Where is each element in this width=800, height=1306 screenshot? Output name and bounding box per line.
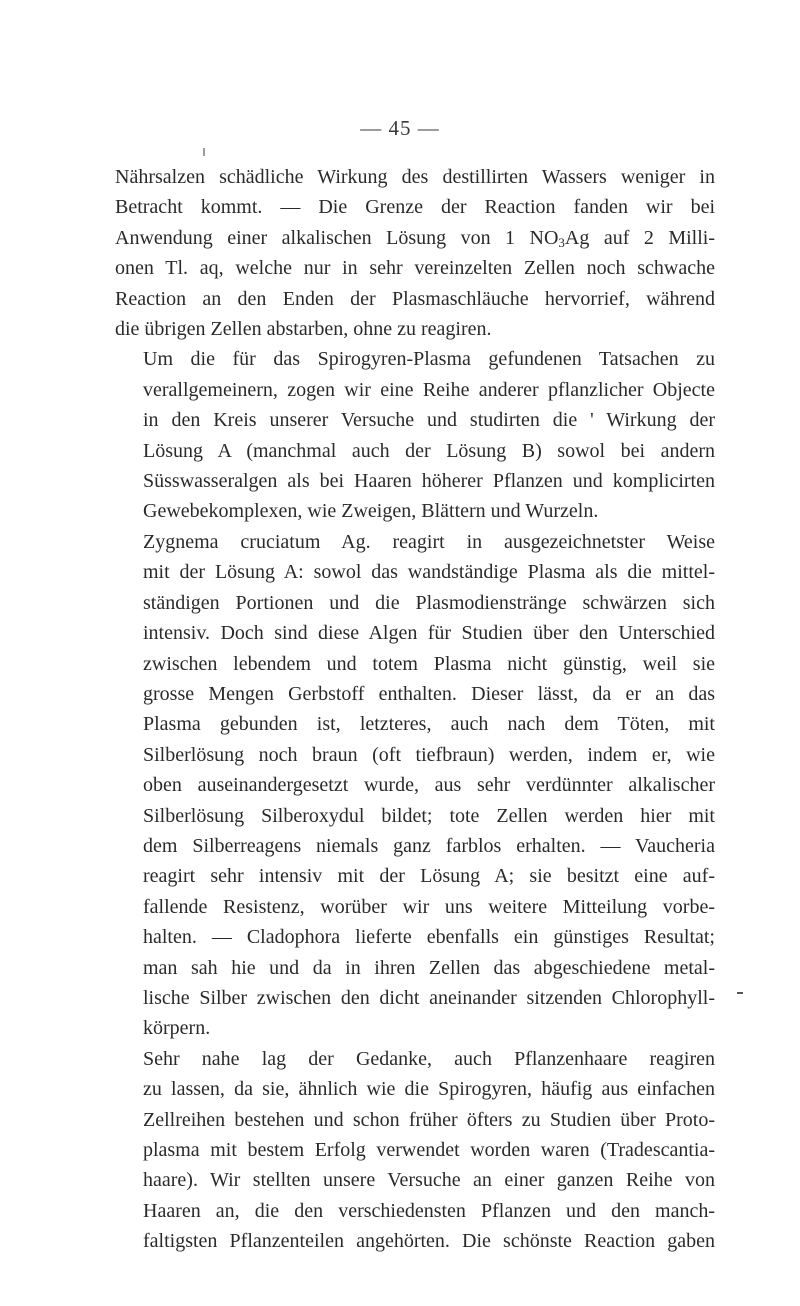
text-line: körpern. bbox=[143, 1017, 211, 1040]
text-line: in den Kreis unserer Versuche und studirten die ' Wirkung der bbox=[143, 409, 715, 432]
text-line: zwischen lebendem und totem Plasma nicht günstig, weil sie bbox=[143, 652, 715, 675]
text-line: man sah hie und da in ihren Zellen das abgeschiedene metal- bbox=[143, 956, 715, 979]
text-line: verallgemeinern, zogen wir eine Reihe anderer pflanzlicher Objecte bbox=[143, 378, 715, 401]
text-fragment: Anwendung einer alkalischen Lösung von 1 NO bbox=[115, 226, 559, 249]
text-line: Betracht kommt. — Die Grenze der Reaction fanden wir bei bbox=[115, 196, 715, 219]
text-line: halten. — Cladophora lieferte ebenfalls ein günstiges Resultat; bbox=[143, 926, 715, 949]
text-line: onen Tl. aq, welche nur in sehr vereinzelten Zellen noch schwache bbox=[115, 257, 715, 280]
paragraph-3 bbox=[115, 527, 715, 1044]
paragraph-4 bbox=[115, 1044, 715, 1257]
text-line: oben auseinandergesetzt wurde, aus sehr verdünnter alkalischer bbox=[143, 774, 715, 797]
text-line: mit der Lösung A: sowol das wandständige Plasma als die mittel- bbox=[143, 561, 715, 584]
text-line: fallende Resistenz, worüber wir uns weitere Mitteilung vorbe- bbox=[143, 895, 715, 918]
text-line: Um die für das Spirogyren-Plasma gefundenen Tatsachen zu bbox=[143, 348, 715, 371]
text-fragment: Ag auf 2 Milli- bbox=[564, 226, 715, 249]
page-number: — 45 — bbox=[360, 116, 440, 140]
text-line: die übrigen Zellen abstarben, ohne zu reagiren. bbox=[115, 318, 492, 341]
text-line: reagirt sehr intensiv mit der Lösung A; sie besitzt eine auf- bbox=[143, 865, 715, 888]
text-line: Sehr nahe lag der Gedanke, auch Pflanzenhaare reagiren bbox=[143, 1047, 715, 1070]
text-line: intensiv. Doch sind diese Algen für Studien über den Unterschied bbox=[143, 622, 715, 645]
text-line: Plasma gebunden ist, letzteres, auch nach dem Töten, mit bbox=[143, 713, 715, 736]
text-line: Nährsalzen schädliche Wirkung des destillirten Wassers weniger in bbox=[115, 166, 715, 188]
text-line: Silberlösung Silberoxydul bildet; tote Zellen werden hier mit bbox=[143, 804, 715, 827]
text-line: Gewebekomplexen, wie Zweigen, Blättern und Wurzeln. bbox=[143, 500, 599, 523]
text-line: plasma mit bestem Erfolg verwendet worden waren (Tradescantia- bbox=[143, 1139, 715, 1161]
text-line-formula bbox=[115, 223, 715, 253]
paragraph-2 bbox=[115, 344, 715, 526]
text-line: Silberlösung noch braun (oft tiefbraun) werden, indem er, wie bbox=[143, 743, 715, 766]
formula-subscript: 3 bbox=[558, 234, 565, 250]
text-line: lische Silber zwischen den dicht aneinander sitzenden Chlorophyll- bbox=[143, 986, 715, 1009]
paragraph-1 bbox=[115, 162, 715, 344]
text-line: Zygnema cruciatum Ag. reagirt in ausgezeichnetster Weise bbox=[143, 530, 715, 553]
body-text bbox=[115, 162, 715, 1257]
text-line: Haaren an, die den verschiedensten Pflanzen und den manch- bbox=[143, 1199, 715, 1222]
text-line: ständigen Portionen und die Plasmodienstränge schwärzen sich bbox=[143, 591, 715, 614]
text-line: Zellreihen bestehen und schon früher öfters zu Studien über Proto- bbox=[143, 1108, 715, 1131]
text-line: Lösung A (manchmal auch der Lösung B) sowol bei andern bbox=[143, 439, 715, 462]
text-line: Reaction an den Enden der Plasmaschläuche hervorrief, während bbox=[115, 287, 715, 310]
text-line: Süsswasseralgen als bei Haaren höherer Pflanzen und komplicirten bbox=[143, 470, 715, 493]
text-line: zu lassen, da sie, ähnlich wie die Spirogyren, häufig aus einfachen bbox=[143, 1078, 715, 1101]
margin-mark bbox=[737, 992, 743, 994]
text-line: faltigsten Pflanzenteilen angehörten. Die schönste Reaction gaben bbox=[143, 1230, 715, 1253]
text-line: haare). Wir stellten unsere Versuche an einer ganzen Reihe von bbox=[143, 1169, 715, 1192]
stray-print-mark bbox=[203, 148, 205, 156]
text-line: dem Silberreagens niemals ganz farblos erhalten. — Vaucheria bbox=[143, 834, 715, 857]
text-line: grosse Mengen Gerbstoff enthalten. Dieser lässt, da er an das bbox=[143, 682, 715, 705]
